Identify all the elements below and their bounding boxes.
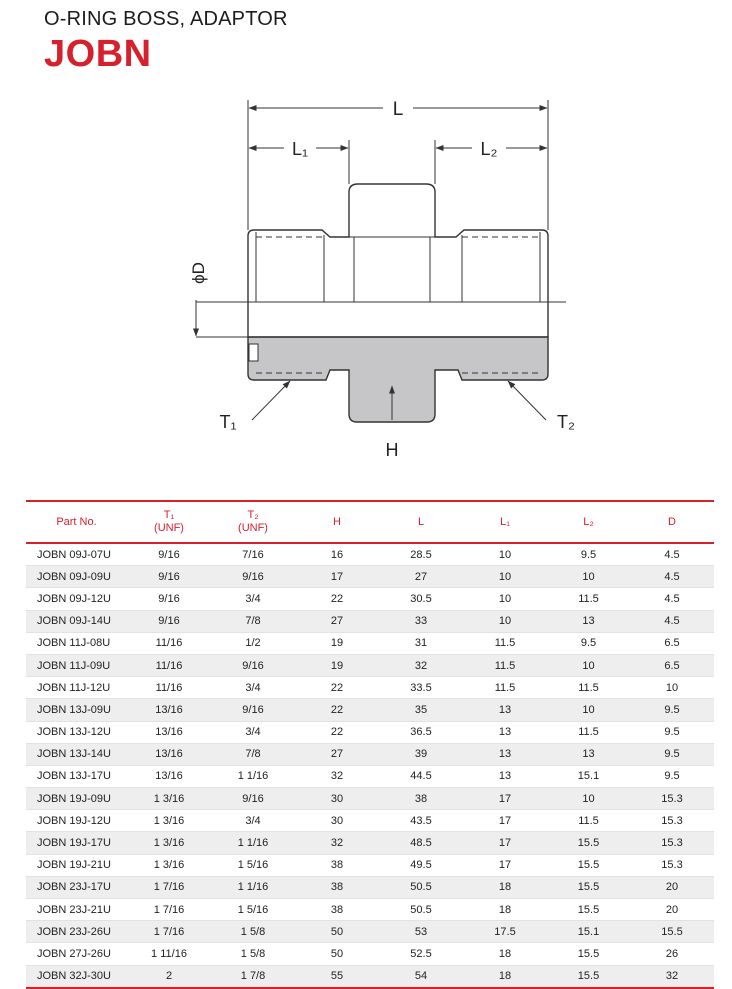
table-row xyxy=(26,677,714,699)
cell-h: 32 xyxy=(295,765,379,787)
cell-t1: 2 xyxy=(127,965,211,988)
table-row xyxy=(26,921,714,943)
cell-l1: 10 xyxy=(463,566,547,588)
cell-h: 19 xyxy=(295,654,379,676)
cell-h: 27 xyxy=(295,610,379,632)
column-header-part-no xyxy=(26,501,127,543)
table-row xyxy=(26,588,714,610)
cell-t2: 7/8 xyxy=(211,743,295,765)
cell-part: JOBN 23J-17U xyxy=(26,876,127,898)
dim-label-h: H xyxy=(385,440,399,460)
cell-part: JOBN 23J-26U xyxy=(26,921,127,943)
dim-label-l2: L₂ xyxy=(480,139,498,159)
table-row xyxy=(26,899,714,921)
cell-h: 22 xyxy=(295,677,379,699)
cell-l2: 10 xyxy=(547,566,630,588)
page-title: JOBN xyxy=(44,33,152,75)
cell-l2: 15.1 xyxy=(547,765,630,787)
table-row xyxy=(26,654,714,676)
column-header-l xyxy=(379,501,463,543)
cell-l: 31 xyxy=(379,632,463,654)
column-header-unit: (UNF) xyxy=(238,522,268,534)
cell-l1: 11.5 xyxy=(463,677,547,699)
table-row xyxy=(26,566,714,588)
cell-d: 4.5 xyxy=(630,543,714,566)
dim-label-t2: T₂ xyxy=(557,412,575,432)
cell-t2: 9/16 xyxy=(211,566,295,588)
cell-part: JOBN 27J-26U xyxy=(26,943,127,965)
cell-t1: 1 7/16 xyxy=(127,876,211,898)
cell-l1: 18 xyxy=(463,943,547,965)
cell-l1: 18 xyxy=(463,876,547,898)
cell-t1: 11/16 xyxy=(127,632,211,654)
cell-part: JOBN 19J-09U xyxy=(26,788,127,810)
cell-l: 48.5 xyxy=(379,832,463,854)
column-header-label: T₂ xyxy=(247,509,259,521)
column-header-label: H xyxy=(333,515,341,528)
cell-t2: 3/4 xyxy=(211,810,295,832)
cell-h: 38 xyxy=(295,854,379,876)
cell-l1: 11.5 xyxy=(463,632,547,654)
cell-part: JOBN 19J-17U xyxy=(26,832,127,854)
column-header-label: D xyxy=(668,515,676,528)
cell-h: 19 xyxy=(295,632,379,654)
cell-d: 15.3 xyxy=(630,854,714,876)
body-outline xyxy=(248,184,548,337)
table-row xyxy=(26,765,714,787)
cell-t1: 9/16 xyxy=(127,543,211,566)
dim-label-t1: T₁ xyxy=(219,412,237,432)
cell-t2: 3/4 xyxy=(211,588,295,610)
cell-h: 22 xyxy=(295,721,379,743)
cell-t2: 1 1/16 xyxy=(211,765,295,787)
page-subtitle: O-RING BOSS, ADAPTOR xyxy=(44,8,288,30)
cell-d: 15.5 xyxy=(630,921,714,943)
column-header-d xyxy=(630,501,714,543)
cell-l: 33.5 xyxy=(379,677,463,699)
cell-part: JOBN 09J-07U xyxy=(26,543,127,566)
cell-l1: 10 xyxy=(463,610,547,632)
cell-d: 20 xyxy=(630,899,714,921)
cell-l1: 10 xyxy=(463,543,547,566)
cell-h: 30 xyxy=(295,810,379,832)
cell-l2: 11.5 xyxy=(547,588,630,610)
cell-l2: 15.1 xyxy=(547,921,630,943)
cell-d: 4.5 xyxy=(630,588,714,610)
cell-d: 32 xyxy=(630,965,714,988)
column-header-t2 xyxy=(211,501,295,543)
cell-t1: 1 3/16 xyxy=(127,810,211,832)
cell-l2: 11.5 xyxy=(547,810,630,832)
cell-h: 16 xyxy=(295,543,379,566)
table-row xyxy=(26,788,714,810)
section-lower-body xyxy=(248,337,548,422)
cell-t1: 11/16 xyxy=(127,654,211,676)
cell-part: JOBN 19J-21U xyxy=(26,854,127,876)
cell-l1: 17.5 xyxy=(463,921,547,943)
table-body xyxy=(26,543,714,988)
cell-l: 33 xyxy=(379,610,463,632)
column-header-label: L xyxy=(417,515,425,528)
cell-t2: 1 5/16 xyxy=(211,899,295,921)
cell-t2: 9/16 xyxy=(211,699,295,721)
cell-l: 50.5 xyxy=(379,899,463,921)
cell-l1: 11.5 xyxy=(463,654,547,676)
cell-l2: 15.5 xyxy=(547,876,630,898)
cell-l1: 13 xyxy=(463,765,547,787)
cell-l1: 10 xyxy=(463,588,547,610)
cell-l: 30.5 xyxy=(379,588,463,610)
cell-l2: 10 xyxy=(547,699,630,721)
cell-h: 38 xyxy=(295,876,379,898)
cell-d: 9.5 xyxy=(630,765,714,787)
cell-h: 22 xyxy=(295,588,379,610)
cell-t1: 9/16 xyxy=(127,566,211,588)
dim-label-d: ϕD xyxy=(189,262,208,284)
technical-drawing xyxy=(0,90,732,470)
spec-table xyxy=(26,500,714,989)
column-header-h xyxy=(295,501,379,543)
table-row xyxy=(26,810,714,832)
cell-l2: 9.5 xyxy=(547,632,630,654)
cell-l: 36.5 xyxy=(379,721,463,743)
cell-h: 30 xyxy=(295,788,379,810)
cell-l1: 13 xyxy=(463,699,547,721)
cell-h: 32 xyxy=(295,832,379,854)
cell-part: JOBN 19J-12U xyxy=(26,810,127,832)
cell-d: 9.5 xyxy=(630,699,714,721)
cell-t1: 1 3/16 xyxy=(127,788,211,810)
table-row xyxy=(26,721,714,743)
dim-label-l1: L₁ xyxy=(291,139,309,159)
cell-part: JOBN 13J-09U xyxy=(26,699,127,721)
cell-h: 50 xyxy=(295,921,379,943)
cell-part: JOBN 11J-12U xyxy=(26,677,127,699)
cell-l2: 15.5 xyxy=(547,854,630,876)
cell-l: 52.5 xyxy=(379,943,463,965)
cell-t1: 9/16 xyxy=(127,588,211,610)
cell-l: 44.5 xyxy=(379,765,463,787)
cell-l: 27 xyxy=(379,566,463,588)
cell-l: 38 xyxy=(379,788,463,810)
cell-t1: 13/16 xyxy=(127,699,211,721)
cell-l2: 13 xyxy=(547,610,630,632)
cell-t2: 1/2 xyxy=(211,632,295,654)
table-row xyxy=(26,965,714,988)
cell-d: 10 xyxy=(630,677,714,699)
cell-t2: 1 5/16 xyxy=(211,854,295,876)
column-header-l1 xyxy=(463,501,547,543)
cell-t2: 9/16 xyxy=(211,654,295,676)
cell-l: 43.5 xyxy=(379,810,463,832)
cell-t1: 1 11/16 xyxy=(127,943,211,965)
cell-l1: 18 xyxy=(463,965,547,988)
cell-d: 20 xyxy=(630,876,714,898)
cell-d: 4.5 xyxy=(630,566,714,588)
cell-l2: 11.5 xyxy=(547,677,630,699)
cell-h: 27 xyxy=(295,743,379,765)
table-row xyxy=(26,543,714,566)
cell-l: 32 xyxy=(379,654,463,676)
cell-l: 35 xyxy=(379,699,463,721)
cell-l1: 17 xyxy=(463,854,547,876)
dim-label-l: L xyxy=(392,99,404,120)
cell-h: 17 xyxy=(295,566,379,588)
cell-t2: 9/16 xyxy=(211,788,295,810)
cell-t2: 7/8 xyxy=(211,610,295,632)
cell-t1: 13/16 xyxy=(127,721,211,743)
column-header-label: Part No. xyxy=(56,515,97,528)
cell-l1: 17 xyxy=(463,788,547,810)
table-row xyxy=(26,610,714,632)
cell-h: 38 xyxy=(295,899,379,921)
column-header-unit: (UNF) xyxy=(154,522,184,534)
cell-t2: 7/16 xyxy=(211,543,295,566)
table-row xyxy=(26,699,714,721)
cell-d: 4.5 xyxy=(630,610,714,632)
cell-d: 15.3 xyxy=(630,788,714,810)
cell-l: 50.5 xyxy=(379,876,463,898)
table-row xyxy=(26,743,714,765)
cell-l1: 18 xyxy=(463,899,547,921)
cell-l2: 11.5 xyxy=(547,721,630,743)
cell-l: 39 xyxy=(379,743,463,765)
cell-part: JOBN 13J-14U xyxy=(26,743,127,765)
cell-t1: 9/16 xyxy=(127,610,211,632)
cell-l2: 9.5 xyxy=(547,543,630,566)
cell-l2: 15.5 xyxy=(547,832,630,854)
cell-part: JOBN 11J-09U xyxy=(26,654,127,676)
cell-t2: 1 5/8 xyxy=(211,943,295,965)
cell-t1: 13/16 xyxy=(127,743,211,765)
cell-t2: 3/4 xyxy=(211,721,295,743)
cell-d: 9.5 xyxy=(630,743,714,765)
column-header-l2 xyxy=(547,501,630,543)
cell-part: JOBN 09J-09U xyxy=(26,566,127,588)
cell-h: 55 xyxy=(295,965,379,988)
cell-part: JOBN 13J-12U xyxy=(26,721,127,743)
cell-l2: 15.5 xyxy=(547,965,630,988)
cell-l2: 13 xyxy=(547,743,630,765)
cell-t1: 1 3/16 xyxy=(127,854,211,876)
cell-l2: 15.5 xyxy=(547,899,630,921)
cell-t2: 1 5/8 xyxy=(211,921,295,943)
column-header-t1 xyxy=(127,501,211,543)
table-row xyxy=(26,632,714,654)
cell-d: 26 xyxy=(630,943,714,965)
cell-part: JOBN 11J-08U xyxy=(26,632,127,654)
cell-d: 9.5 xyxy=(630,721,714,743)
cell-l2: 10 xyxy=(547,654,630,676)
cell-t1: 1 3/16 xyxy=(127,832,211,854)
cell-t1: 13/16 xyxy=(127,765,211,787)
cell-part: JOBN 09J-12U xyxy=(26,588,127,610)
column-header-label: T₁ xyxy=(163,509,175,521)
cell-l: 54 xyxy=(379,965,463,988)
cell-part: JOBN 13J-17U xyxy=(26,765,127,787)
cell-l2: 15.5 xyxy=(547,943,630,965)
cell-t2: 3/4 xyxy=(211,677,295,699)
cell-t1: 11/16 xyxy=(127,677,211,699)
cell-l: 28.5 xyxy=(379,543,463,566)
cell-t2: 1 1/16 xyxy=(211,876,295,898)
cell-l: 53 xyxy=(379,921,463,943)
table-row xyxy=(26,854,714,876)
cell-t2: 1 7/8 xyxy=(211,965,295,988)
cell-part: JOBN 09J-14U xyxy=(26,610,127,632)
cell-t1: 1 7/16 xyxy=(127,899,211,921)
cell-part: JOBN 32J-30U xyxy=(26,965,127,988)
cell-d: 6.5 xyxy=(630,632,714,654)
cell-l1: 13 xyxy=(463,743,547,765)
cell-d: 15.3 xyxy=(630,810,714,832)
cell-t2: 1 1/16 xyxy=(211,832,295,854)
cell-part: JOBN 23J-21U xyxy=(26,899,127,921)
cell-l1: 17 xyxy=(463,832,547,854)
table-row xyxy=(26,832,714,854)
cell-d: 15.3 xyxy=(630,832,714,854)
column-header-label: L₂ xyxy=(583,515,594,528)
cell-l2: 10 xyxy=(547,788,630,810)
cell-l: 49.5 xyxy=(379,854,463,876)
cell-h: 50 xyxy=(295,943,379,965)
table-header-row xyxy=(26,501,714,543)
cell-h: 22 xyxy=(295,699,379,721)
cell-l1: 13 xyxy=(463,721,547,743)
cell-t1: 1 7/16 xyxy=(127,921,211,943)
table-row xyxy=(26,876,714,898)
column-header-label: L₁ xyxy=(500,515,510,528)
cell-d: 6.5 xyxy=(630,654,714,676)
cell-l1: 17 xyxy=(463,810,547,832)
table-row xyxy=(26,943,714,965)
